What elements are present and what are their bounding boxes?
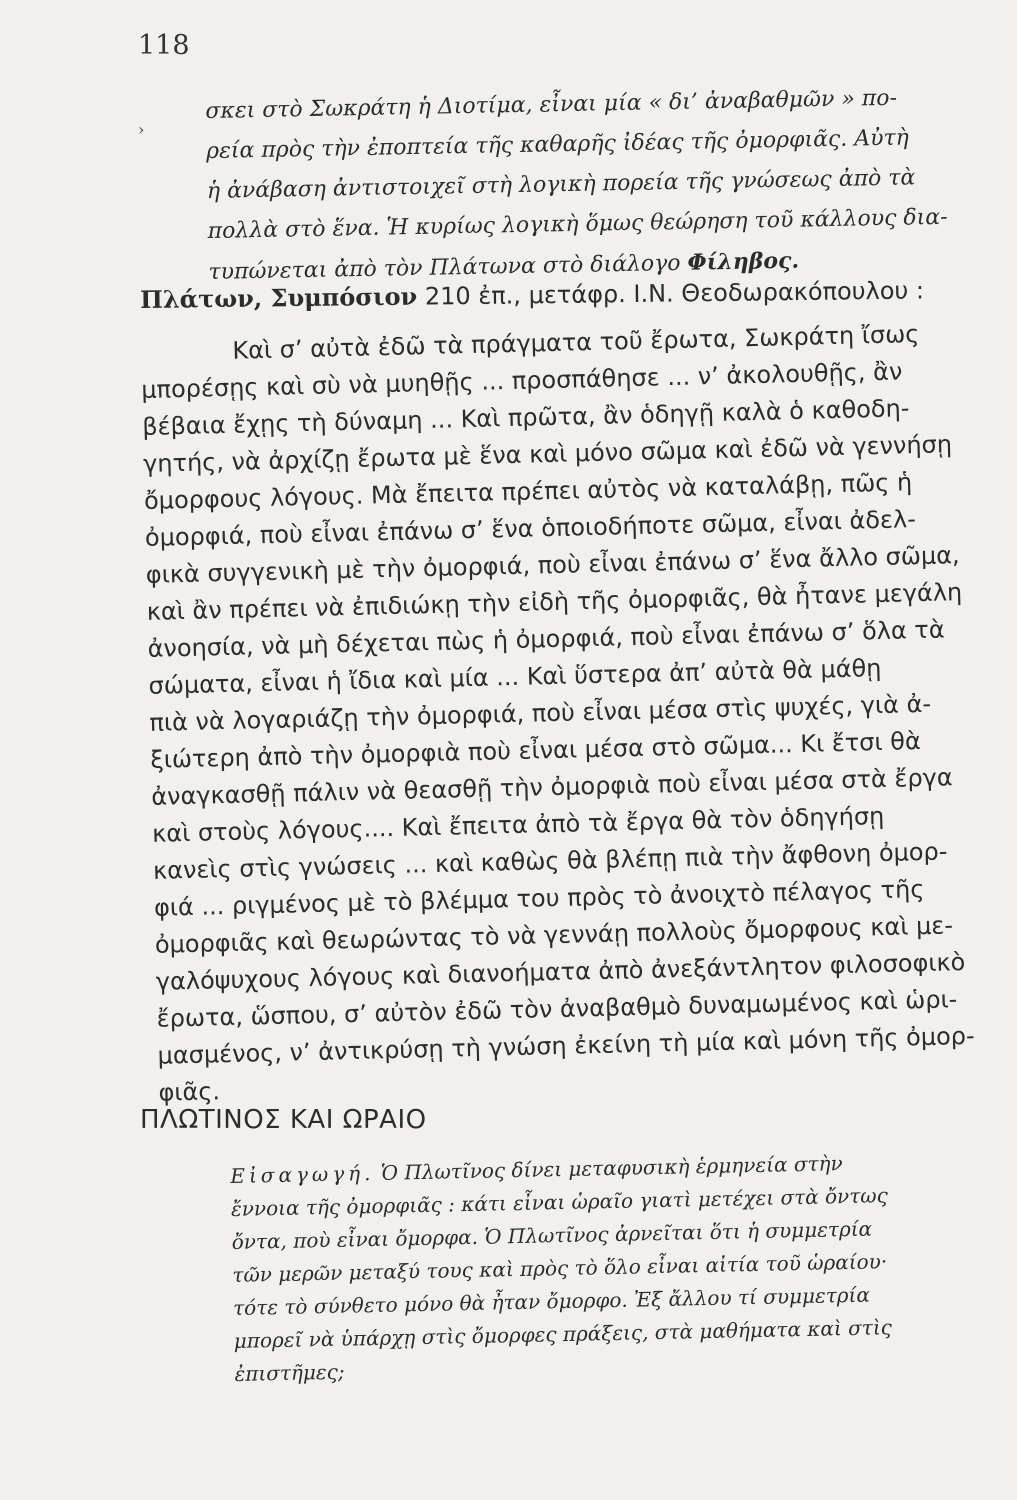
quote-line: ἔρωτα, ὥσπου, σ’ αὐτὸν ἐδῶ τὸν ἀναβαθμὸ δυναμωμένος καὶ ὡρι- <box>156 985 958 1033</box>
section-line: ὄντα, ποὺ εἶναι ὄμορφα. Ὁ Πλωτῖνος ἀρνεῖται ὅτι ἡ συμμετρία <box>231 1216 873 1254</box>
section-lead: Εἰσαγωγή. <box>230 1160 375 1188</box>
quote-line: ὄμορφους λόγους. Μὰ ἔπειτα πρέπει αὐτὸς νὰ καταλάβῃ, πῶς ἡ <box>143 468 913 515</box>
quote-block <box>140 313 1017 1111</box>
quote-line: γαλόψυχους λόγους καὶ διανοήματα ἀπὸ ἀνεξάντλητον φιλοσοφικὸ <box>155 948 966 996</box>
quote-line: βέβαια ἔχῃς τὴ δύναμη ... Καὶ πρῶτα, ἂν ὁδηγῇ καλὰ ὁ καθοδη- <box>141 394 910 441</box>
quote-line: ἀνοησία, νὰ μὴ δέχεται πὼς ἡ ὀμορφιά, ποὺ εἶναι ἐπάνω σ’ ὅλα τὰ <box>147 615 945 663</box>
intro-line: σκει στὸ Σωκράτη ἡ Διοτίμα, εἶναι μία « δι’ ἀναβαθμῶν » πο- <box>205 85 898 124</box>
quote-line: καὶ στοὺς λόγους.... Καὶ ἔπειτα ἀπὸ τὰ ἔργα θὰ τὸν ὁδηγήσῃ <box>151 801 885 848</box>
quote-line: σώματα, εἶναι ἡ ἴδια καὶ μία ... Καὶ ὕστερα ἀπ’ αὐτὰ θὰ μάθῃ <box>148 653 882 700</box>
quote-line: καὶ ἂν πρέπει νὰ ἐπιδιώκῃ τὴν εἰδὴ τῆς ὀμορφιᾶς, θὰ ἦτανε μεγάλη <box>146 577 963 626</box>
quote-line: μπορέσῃς καὶ σὺ νὰ μυηθῇς ... προσπάθησε ... ν’ ἀκολουθῇς, ἂν <box>141 357 903 404</box>
quote-line: μασμένος, ν’ ἀντικρύσῃ τὴ γνώση ἐκείνη τὴ μία καὶ μόνη τῆς ὀμορ- <box>157 1021 975 1070</box>
quote-line: ὀμορφιά, ποὺ εἶναι ἐπάνω σ’ ἕνα ὁποιοδήποτε σῶμα, εἶναι ἀδελ- <box>144 505 917 552</box>
quote-line: φιᾶς. <box>158 1077 221 1107</box>
quote-line: πιὰ νὰ λογαριάζῃ τὴν ὀμορφιά, ποὺ εἶναι μέσα στὶς ψυχές, γιὰ ἀ- <box>149 689 932 737</box>
quote-line: ξιώτερη ἀπὸ τὴν ὀμορφιὰ ποὺ εἶναι μέσα στὸ σῶμα... Κι ἔτσι θὰ <box>150 727 922 774</box>
quote-line: φικὰ συγγενικὴ μὲ τὴν ὀμορφιά, ποὺ εἶναι ἐπάνω σ’ ἕνα ἄλλο σῶμα, <box>145 541 960 589</box>
section-heading: ΠΛΩΤΙΝΟΣ ΚΑΙ ΩΡΑΙΟ <box>140 1105 427 1135</box>
quote-line: φιά ... ριγμένος μὲ τὸ βλέμμα του πρὸς τὸ ἀνοιχτὸ πέλαγος τῆς <box>153 875 925 922</box>
section-line: ἐπιστῆμες; <box>234 1359 345 1386</box>
intro-line: ρεία πρὸς τὴν ἐποπτεία τῆς καθαρῆς ἰδέας τῆς ὀμορφιᾶς. Αὐτὴ <box>205 125 910 164</box>
section-line: μπορεῖ νὰ ὑπάρχῃ στὶς ὄμορφες πράξεις, στὰ μαθήματα καὶ στὶς <box>233 1315 893 1353</box>
dialogue-title: Φίληβος. <box>687 247 800 276</box>
page-number: 118 <box>138 30 190 61</box>
quote-line: κανεὶς στὶς γνώσεις ... καὶ καθὼς θὰ βλέπῃ πιὰ τὴν ἄφθονη ὀμορ- <box>152 837 948 885</box>
section-first-line-text: Ὁ Πλωτῖνος δίνει μεταφυσικὴ ἑρμηνεία στὴν <box>374 1151 843 1185</box>
intro-line: ἡ ἀνάβαση ἀντιστοιχεῖ στὴ λογικὴ πορεία τῆς γνώσεως ἀπὸ τὰ <box>206 165 916 204</box>
citation-reference: 210 ἐπ., μετάφρ. Ι.Ν. Θεοδωρακόπουλου : <box>417 276 925 311</box>
section-line: ἔννοια τῆς ὀμορφιᾶς : κάτι εἶναι ὡραῖο γιατὶ μετέχει στὰ ὄντως <box>230 1183 889 1221</box>
intro-last-line-text: τυπώνεται ἀπὸ τὸν Πλάτωνα στὸ διάλογο <box>208 250 688 285</box>
quote-line: γητής, νὰ ἀρχίζῃ ἔρωτα μὲ ἕνα καὶ μόνο σῶμα καὶ ἐδῶ νὰ γεννήσῃ <box>142 430 953 478</box>
section-intro-paragraph <box>230 1143 1017 1390</box>
quote-line: ἀναγκασθῇ πάλιν νὰ θεασθῇ τὴν ὀμορφιὰ ποὺ εἶναι μέσα στὰ ἔργα <box>150 763 953 811</box>
margin-mark: › <box>138 120 145 139</box>
quote-line: Καὶ σ’ αὐτὰ ἐδῶ τὰ πράγματα τοῦ ἔρωτα, Σωκράτη ἴσως <box>232 319 920 365</box>
intro-paragraph <box>205 77 999 293</box>
section-line: τότε τὸ σύνθετο μόνο θὰ ἦταν ὄμορφο. Ἐξ ἄλλου τί συμμετρία <box>232 1282 871 1320</box>
section-line: τῶν μερῶν μεταξύ τους καὶ πρὸς τὸ ὅλο εἶναι αἰτία τοῦ ὡραίου· <box>232 1249 888 1287</box>
quote-line: ὀμορφιᾶς καὶ θεωρώντας τὸ νὰ γεννάῃ πολλοὺς ὄμορφους καὶ με- <box>154 911 954 959</box>
citation-author: Πλάτων, Συμπόσιον <box>140 281 418 314</box>
intro-line: πολλὰ στὸ ἕνα. Ἡ κυρίως λογικὴ ὅμως θεώρηση τοῦ κάλλους δια- <box>207 204 948 244</box>
